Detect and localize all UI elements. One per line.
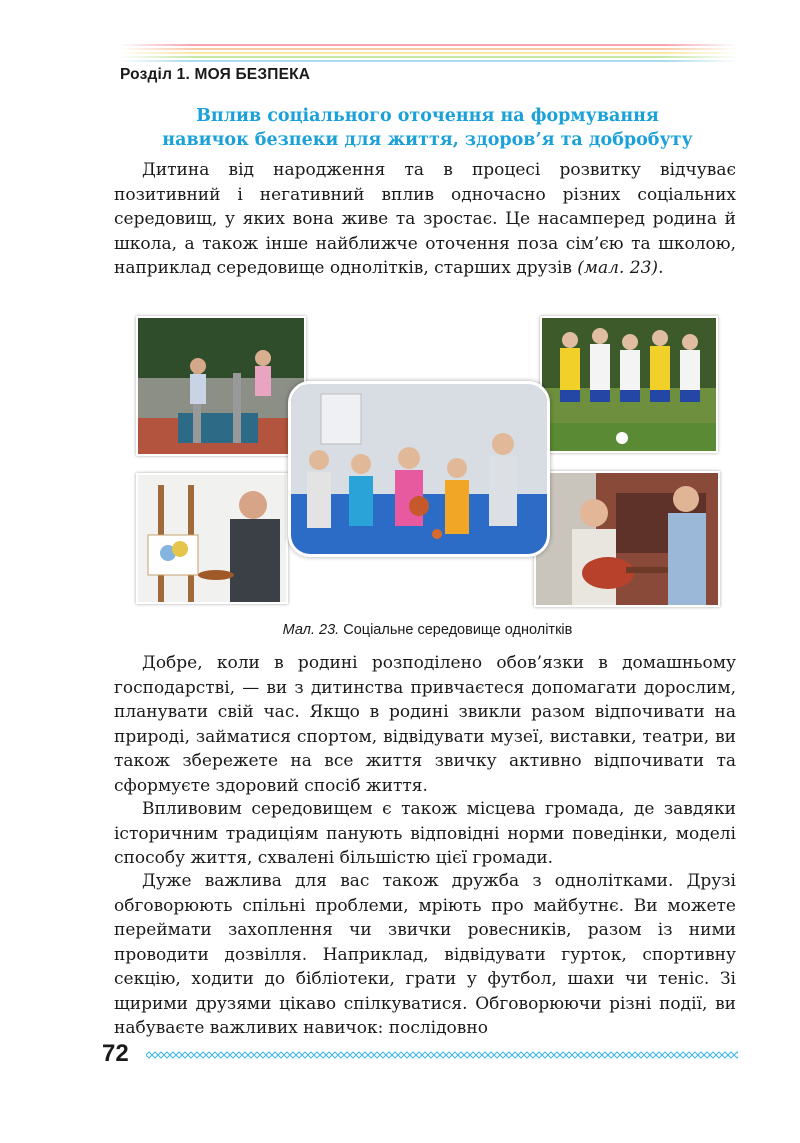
caption-text: Соціальне середовище однолітків <box>343 622 573 638</box>
header-stripe <box>118 52 738 54</box>
figure-caption <box>120 622 735 638</box>
paragraph-text: Дитина від народження та в процесі розвитку відчуває позитивний і негативний вплив одночасно різних соціальних середовищ, у яких вона живе та зростає. Це насамперед родина й школа, а також інше найближче оточення поза сім’єю та школою, наприклад середовище однолітків, старших друзів <box>114 160 736 278</box>
photo-gym-group <box>288 381 550 557</box>
title-line-1: Вплив соціального оточення на формування <box>196 106 659 126</box>
paragraph-text: Впливовим середовищем є також місцева громада, де завдяки історичним традиціям панують відповідні норми поведінки, моделі способу життя, схвалені більшістю цієї громади. <box>114 799 736 868</box>
footer-zigzag-border <box>146 1050 738 1060</box>
caption-ref: Мал. 23. <box>282 622 340 638</box>
page-number: 72 <box>102 1040 129 1067</box>
header-stripe <box>118 44 738 46</box>
page-title <box>120 104 735 152</box>
zigzag-line <box>146 1052 738 1055</box>
header-stripe <box>118 48 738 50</box>
paragraph-community <box>114 797 736 871</box>
photo-painting-boy <box>136 473 288 604</box>
photo-soccer-team <box>540 316 718 453</box>
paragraph-friendship <box>114 869 736 1041</box>
figure-reference: (мал. 23) <box>577 258 659 278</box>
photo-outdoor-exercise <box>136 316 306 456</box>
paragraph-end: . <box>658 258 664 278</box>
zigzag-line <box>146 1055 738 1058</box>
photo-music-kids <box>534 471 720 607</box>
header-stripe <box>118 56 738 58</box>
paragraph-text: Дуже важлива для вас також дружба з однолітками. Друзі обговорюють спільні проблеми, мріють про майбутнє. Ви можете переймати захоплення чи звички ровесників, разом із ними проводити дозвілля. Наприклад, відвідувати гурток, спортивну секцію, ходити до бібліотеки, грати у футбол, шахи чи теніс. Зі щирими друзями цікаво спілкуватися. Обговорюючи різні події, ви набуваєте важливих навичок: послідовно <box>114 871 736 1038</box>
header-stripe <box>118 60 738 62</box>
paragraph-intro <box>114 158 736 281</box>
section-heading: Розділ 1. МОЯ БЕЗПЕКА <box>120 66 311 83</box>
title-line-2: навичок безпеки для життя, здоров’я та добробуту <box>162 130 693 150</box>
paragraph-family <box>114 651 736 798</box>
paragraph-text: Добре, коли в родині розподілено обов’язки в домашньому господарстві, — ви з дитинства привчаєтеся допомагати дорослим, планувати свій час. Якщо в родині звикли разом відпочивати на природі, займатися спортом, відвідувати музеї, виставки, театри, ви також збережете на все життя звичку активно відпочивати та сформуєте здоровий спосіб життя. <box>114 653 736 796</box>
header-stripes <box>118 44 738 64</box>
